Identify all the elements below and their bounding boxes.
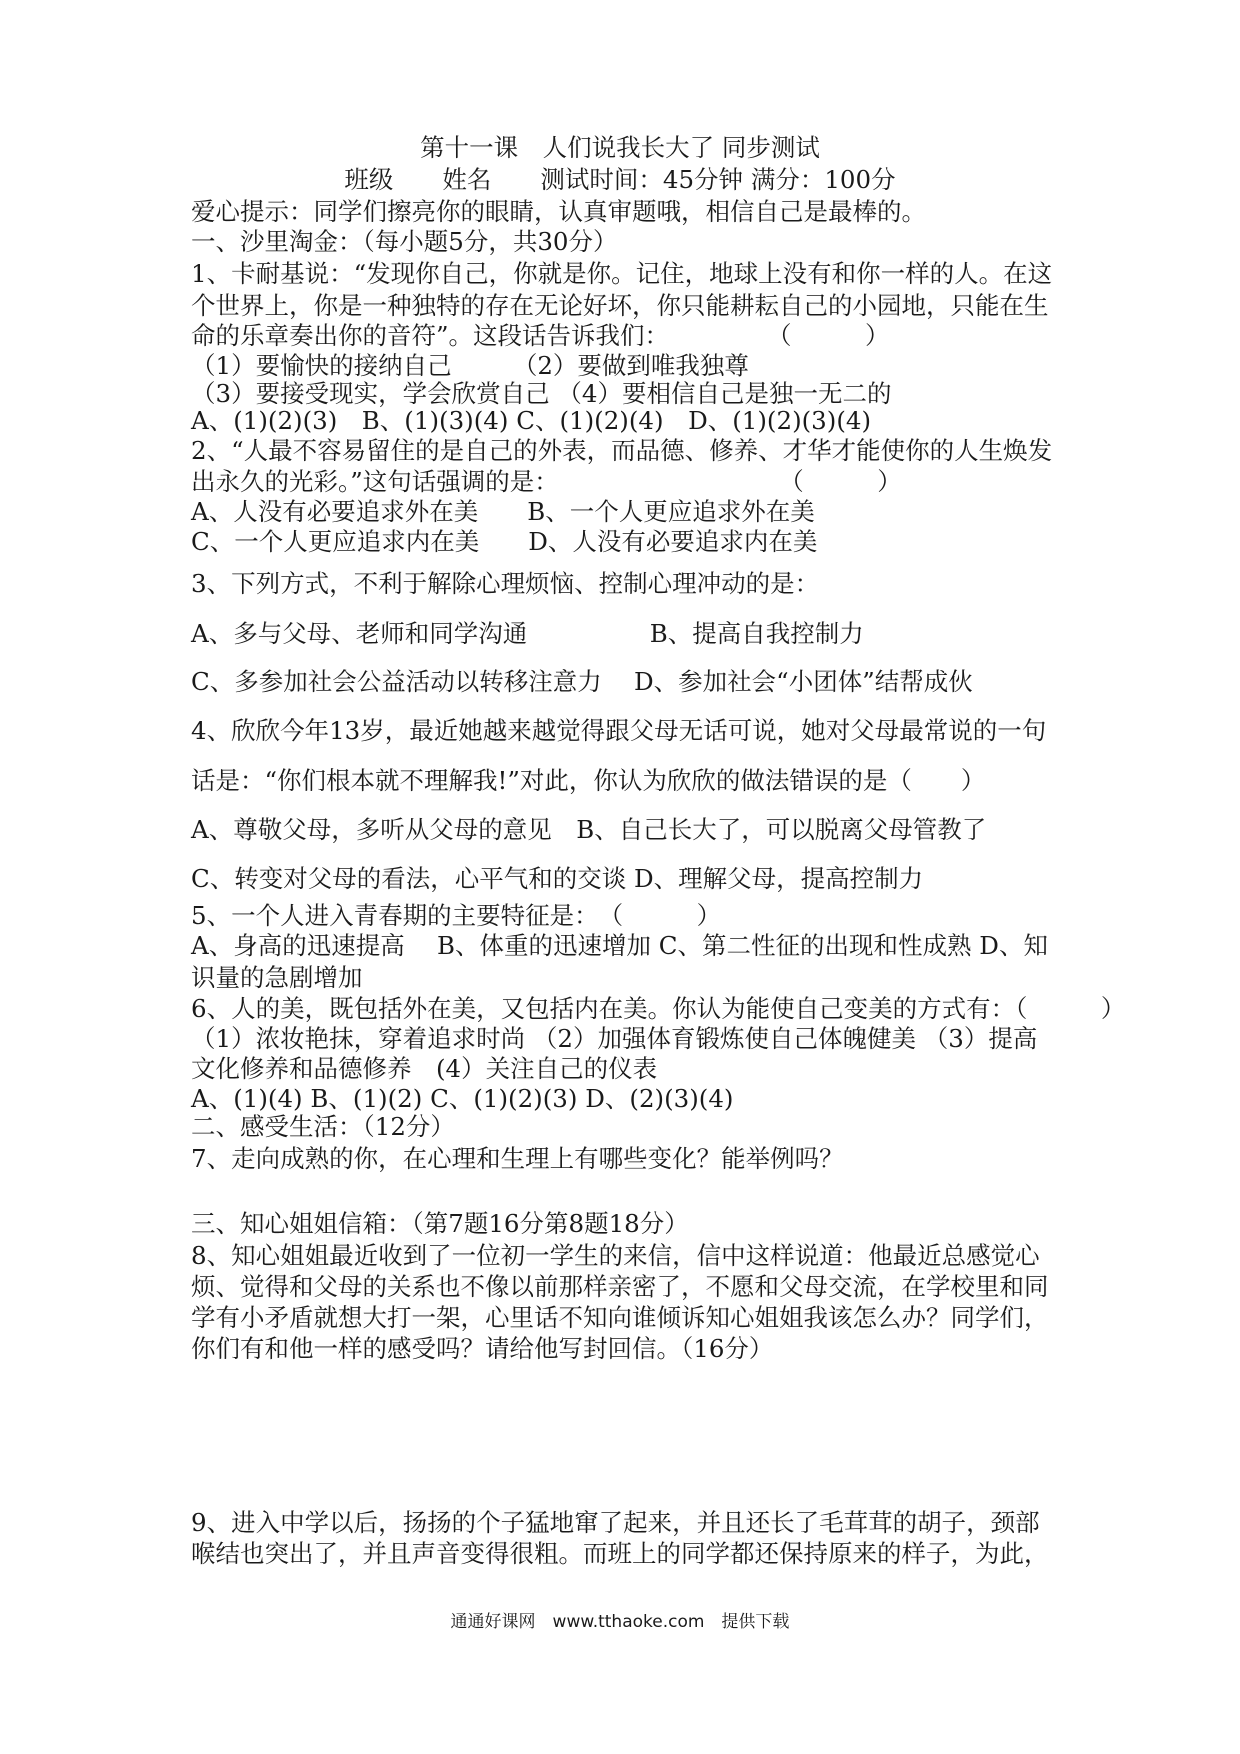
q2-option: A、人没有必要追求外在美 B、一个人更应追求外在美 [191, 497, 815, 526]
tip-text: 爱心提示：同学们擦亮你的眼睛，认真审题哦，相信自己是最棒的。 [191, 197, 926, 226]
section-1-heading: 一、沙里淘金：（每小题5分，共30分） [191, 227, 618, 256]
page-title: 第十一课 人们说我长大了 同步测试 [420, 133, 820, 162]
q1-options: A、(1)(2)(3) B、(1)(3)(4) C、(1)(2)(4) D、(1)(2)(3)(4) [191, 406, 872, 435]
q3-line: 3、下列方式，不利于解除心理烦恼、控制心理冲动的是： [191, 569, 820, 598]
q1-line: 命的乐章奏出你的音符”。这段话告诉我们： （ ） [191, 321, 890, 350]
q8-line: 8、知心姐姐最近收到了一位初一学生的来信，信中这样说道：他最近总感觉心 [191, 1241, 1040, 1270]
q1-line: （3）要接受现实，学会欣赏自己 （4）要相信自己是独一无二的 [191, 379, 892, 408]
q3-option: C、多参加社会公益活动以转移注意力 D、参加社会“小团体”结帮成伙 [191, 667, 973, 696]
q4-line: 话是：“你们根本就不理解我!”对此，你认为欣欣的做法错误的是（ ） [191, 766, 986, 795]
q4-option: C、转变对父母的看法，心平气和的交谈 D、理解父母，提高控制力 [191, 864, 924, 893]
q2-line: 2、“人最不容易留住的是自己的外表，而品德、修养、才华才能使你的人生焕发 [191, 436, 1053, 465]
footer-text: 通通好课网 www.tthaoke.com 提供下载 [450, 1612, 790, 1632]
q2-option: C、一个人更应追求内在美 D、人没有必要追求内在美 [191, 527, 818, 556]
q1-line: （1）要愉快的接纳自己 （2）要做到唯我独尊 [191, 351, 749, 380]
section-2-heading: 二、感受生活：（12分） [191, 1112, 455, 1141]
q9-line: 喉结也突出了，并且声音变得很粗。而班上的同学都还保持原来的样子，为此， [191, 1539, 1049, 1568]
q2-line: 出永久的光彩。”这句话强调的是： （ ） [191, 467, 902, 496]
q8-line: 烦、觉得和父母的关系也不像以前那样亲密了，不愿和父母交流，在学校里和同 [191, 1272, 1049, 1301]
q6-line: （1）浓妆艳抹，穿着追求时尚 （2）加强体育锻炼使自己体魄健美 （3）提高 [191, 1024, 1038, 1053]
q4-option: A、尊敬父母，多听从父母的意见 B、自己长大了，可以脱离父母管教了 [191, 815, 987, 844]
q6-options: A、(1)(4) B、(1)(2) C、(1)(2)(3) D、(2)(3)(4) [191, 1084, 734, 1113]
q8-line: 你们有和他一样的感受吗？请给他写封回信。（16分） [191, 1334, 774, 1363]
q5-option: A、身高的迅速提高 B、体重的迅速增加 C、第二性征的出现和性成熟 D、知 [191, 931, 1048, 960]
q5-option: 识量的急剧增加 [191, 963, 363, 992]
q6-line: 文化修养和品德修养 (4）关注自己的仪表 [191, 1054, 658, 1083]
q7-line: 7、走向成熟的你，在心理和生理上有哪些变化？能举例吗？ [191, 1144, 844, 1173]
exam-info: 班级 姓名 测试时间：45分钟 满分：100分 [344, 165, 896, 194]
q5-line: 5、一个人进入青春期的主要特征是： （ ） [191, 901, 722, 930]
q4-line: 4、欣欣今年13岁，最近她越来越觉得跟父母无话可说，她对父母最常说的一句 [191, 716, 1047, 745]
q9-line: 9、进入中学以后，扬扬的个子猛地窜了起来，并且还长了毛茸茸的胡子，颈部 [191, 1508, 1040, 1537]
q8-line: 学有小矛盾就想大打一架，心里话不知向谁倾诉知心姐姐我该怎么办？同学们， [191, 1303, 1049, 1332]
section-3-heading: 三、知心姐姐信箱：（第7题16分第8题18分） [191, 1209, 689, 1238]
q3-option: A、多与父母、老师和同学沟通 B、提高自我控制力 [191, 619, 864, 648]
q1-line: 1、卡耐基说：“发现你自己，你就是你。记住，地球上没有和你一样的人。在这 [191, 259, 1053, 288]
q1-line: 个世界上，你是一种独特的存在无论好坏，你只能耕耘自己的小园地，只能在生 [191, 291, 1049, 320]
q6-line: 6、人的美，既包括外在美，又包括内在美。你认为能使自己变美的方式有：（ ） [191, 994, 1126, 1023]
